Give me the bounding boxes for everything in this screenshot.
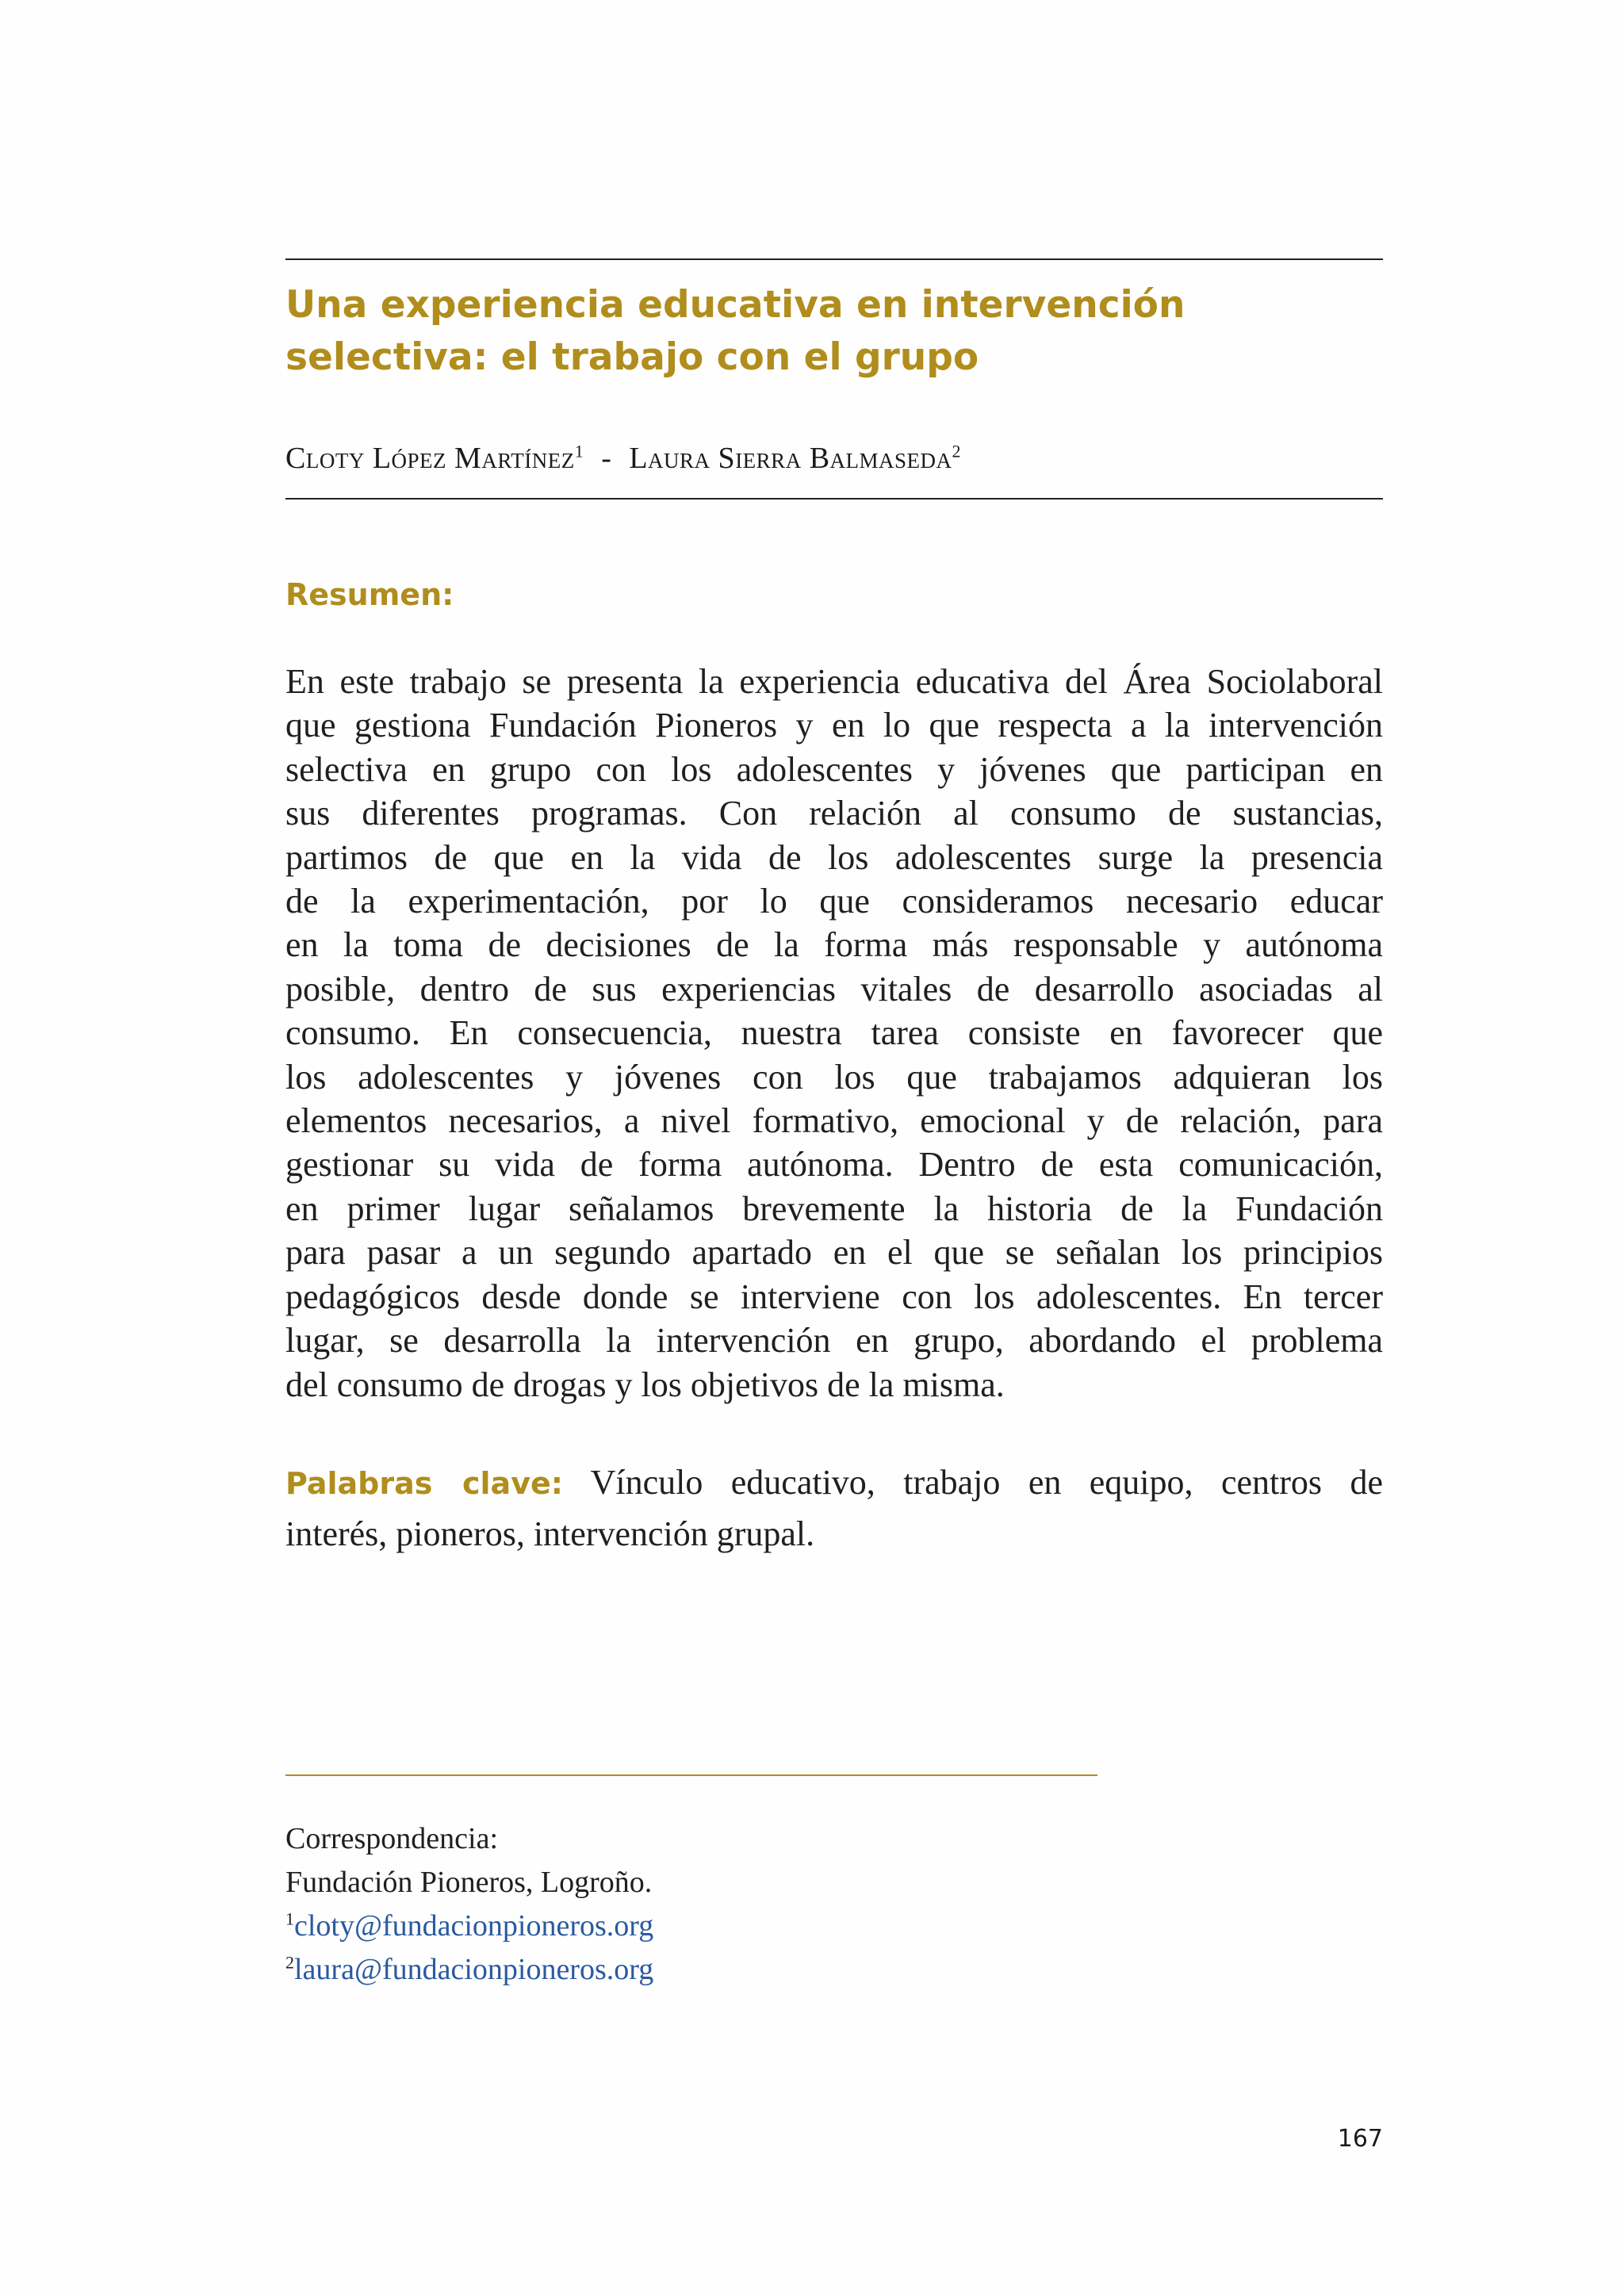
article-page (285, 0, 1383, 2293)
correspondence-address: Fundación Pioneros, Logroño. (285, 1866, 653, 1899)
abstract-line: en la toma de decisiones de la forma más responsable y autónoma (285, 925, 1383, 965)
author-1: Cloty López Martínez (285, 442, 575, 475)
footnote-mark-2: 2 (285, 1952, 294, 1973)
abstract-line: que gestiona Fundación Pioneros y en lo que respecta a la intervención (285, 706, 1383, 745)
footnote-email-2 (285, 1948, 653, 1992)
email-link-2[interactable]: laura@fundacionpioneros.org (294, 1953, 654, 1986)
title-line-1: Una experiencia educativa en intervención (285, 283, 1185, 327)
footnote-rule (285, 1774, 1097, 1776)
abstract-line: pedagógicos desde donde se interviene con los adolescentes. En tercer (285, 1277, 1383, 1316)
abstract-line: sus diferentes programas. Con relación al consumo de sustancias, (285, 794, 1383, 833)
abstract-line: de la experimentación, por lo que consideramos necesario educar (285, 882, 1383, 921)
abstract-line: en primer lugar señalamos brevemente la historia de la Fundación (285, 1189, 1383, 1228)
keywords-text-1: Vínculo educativo, trabajo en equipo, centros de (562, 1463, 1383, 1502)
abstract-line: posible, dentro de sus experiencias vitales de desarrollo asociadas al (285, 969, 1383, 1009)
author-1-footnote-mark: 1 (574, 441, 584, 461)
abstract-line: gestionar su vida de forma autónoma. Dentro de esta comunicación, (285, 1145, 1383, 1185)
keywords-line-2: interés, pioneros, intervención grupal. (285, 1514, 815, 1553)
author-list (285, 441, 961, 476)
abstract-line: elementos necesarios, a nivel formativo, emocional y de relación, para (285, 1101, 1383, 1141)
abstract-line: los adolescentes y jóvenes con los que trabajamos adquieran los (285, 1057, 1383, 1097)
abstract-line: lugar, se desarrolla la intervención en grupo, abordando el problema (285, 1321, 1383, 1361)
abstract-line: En este trabajo se presenta la experiencia educativa del Área Sociolaboral (285, 662, 1383, 701)
keywords-line-1 (285, 1457, 1383, 1509)
footnote-email-1 (285, 1904, 653, 1948)
author-2: Laura Sierra Balmaseda (629, 442, 952, 475)
author-2-footnote-mark: 2 (952, 441, 962, 461)
abstract-line: del consumo de drogas y los objetivos de la misma. (285, 1365, 1005, 1404)
header-top-rule (285, 258, 1383, 260)
article-title (285, 279, 1383, 384)
abstract-line: selectiva en grupo con los adolescentes y jóvenes que participan en (285, 749, 1383, 789)
footnote-mark-1: 1 (285, 1908, 294, 1929)
author-separator: - (601, 442, 612, 475)
correspondence-label: Correspondencia: (285, 1822, 499, 1855)
title-line-2: selectiva: el trabajo con el grupo (285, 335, 979, 379)
keywords-label: Palabras clave: (285, 1466, 563, 1501)
abstract-heading: Resumen: (285, 577, 454, 612)
abstract-line: partimos de que en la vida de los adolescentes surge la presencia (285, 837, 1383, 877)
email-link-1[interactable]: cloty@fundacionpioneros.org (294, 1909, 654, 1943)
abstract-line: para pasar a un segundo apartado en el que se señalan los principios (285, 1233, 1383, 1273)
abstract-body (285, 660, 1383, 1407)
abstract-line: consumo. En consecuencia, nuestra tarea consiste en favorecer que (285, 1013, 1383, 1053)
header-bottom-rule (285, 498, 1383, 500)
footnotes (285, 1817, 653, 1992)
keywords-paragraph (285, 1457, 1383, 1560)
page-number: 167 (1337, 2125, 1383, 2153)
